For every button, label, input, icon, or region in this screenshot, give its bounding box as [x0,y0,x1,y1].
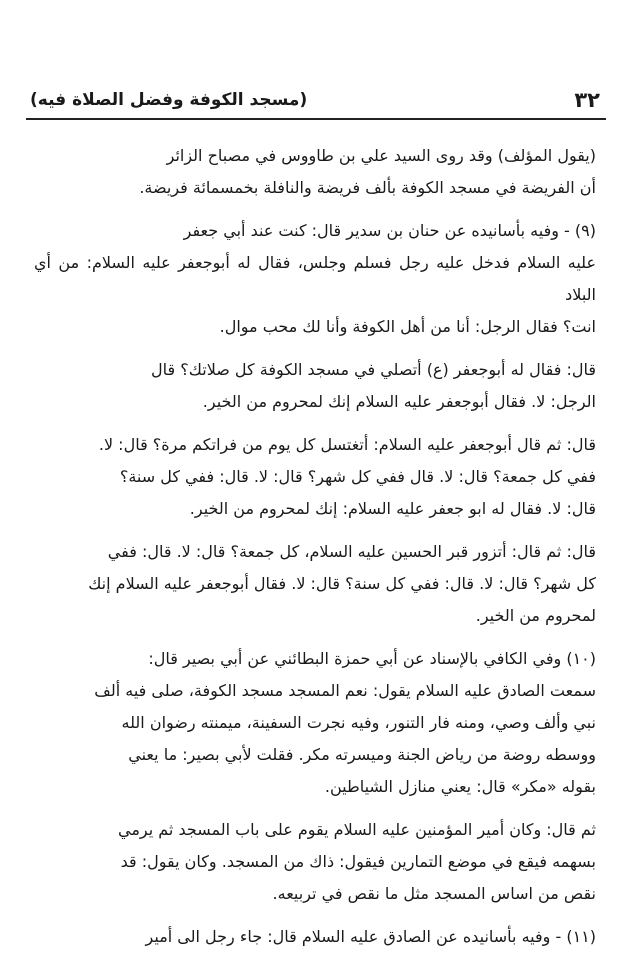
paragraph-prayer-question: قال: فقال له أبوجعفر (ع) أتصلي في مسجد الكوفة كل صلاتك؟ قال الرجل: لا. فقال أبوجعفر عليه السلام إنك لمحروم من الخير. [151,360,596,411]
body-text [34,140,596,964]
paragraph-hadith-11: (١١) - وفيه بأسانيده عن الصادق عليه السلام قال: جاء رجل الى أمير [145,927,596,946]
page-number: ٣٢ [574,88,600,112]
page-header [26,88,606,120]
paragraph-amir-arrow: ثم قال: وكان أمير المؤمنين عليه السلام يقوم على باب المسجد ثم يرمي بسهمه فيقع في موضع التمارين فيقول: ذاك من المسجد. وكان يقول: قد نقص من اساس المسجد مثل ما نقص في تربيعه. [118,820,596,903]
paragraph-ziyara-question: قال: ثم قال: أتزور قبر الحسين عليه السلام، كل جمعة؟ قال: لا. قال: ففي كل شهر؟ قال: لا. قال: ففي كل سنة؟ قال: لا. فقال أبوجعفر عليه السلام إنك لمحروم من الخير. [88,542,596,625]
paragraph-author-note: (يقول المؤلف) وقد روى السيد علي بن طاووس في مصباح الزائر أن الفريضة في مسجد الكوفة بألف فريضة والنافلة بخمسمائة فريضة. [139,146,596,197]
paragraph-hadith-9: (٩) - وفيه بأسانيده عن حنان بن سدير قال: كنت عند أبي جعفر عليه السلام فدخل عليه رجل فسلم وجلس، فقال له أبوجعفر عليه السلام: من أي البلاد انت؟ فقال الرجل: أنا من أهل الكوفة وأنا لك محب موال. [34,221,596,336]
paragraph-bathing-question: قال: ثم قال أبوجعفر عليه السلام: أتغتسل كل يوم من فراتكم مرة؟ قال: لا. ففي كل جمعة؟ قال: لا. قال ففي كل شهر؟ قال: لا. قال: ففي كل سنة؟ قال: لا. فقال له ابو جعفر عليه السلام: إنك لمحروم من الخير. [98,435,596,518]
running-title: (مسجد الكوفة وفضل الصلاة فيه) [30,90,308,110]
paragraph-hadith-10: (١٠) وفي الكافي بالإسناد عن أبي حمزة البطائني عن أبي بصير قال: سمعت الصادق عليه السلام يقول: نعم المسجد مسجد الكوفة، صلى فيه ألف نبي وألف وصي، ومنه فار التنور، وفيه نجرت السفينة، ميمنته رضوان الله ووسطه روضة من رياض الجنة وميسرته مكر. فقلت لأبي بصير: ما يعني بقوله «مكر» قال: يعني منازل الشياطين. [94,649,596,796]
